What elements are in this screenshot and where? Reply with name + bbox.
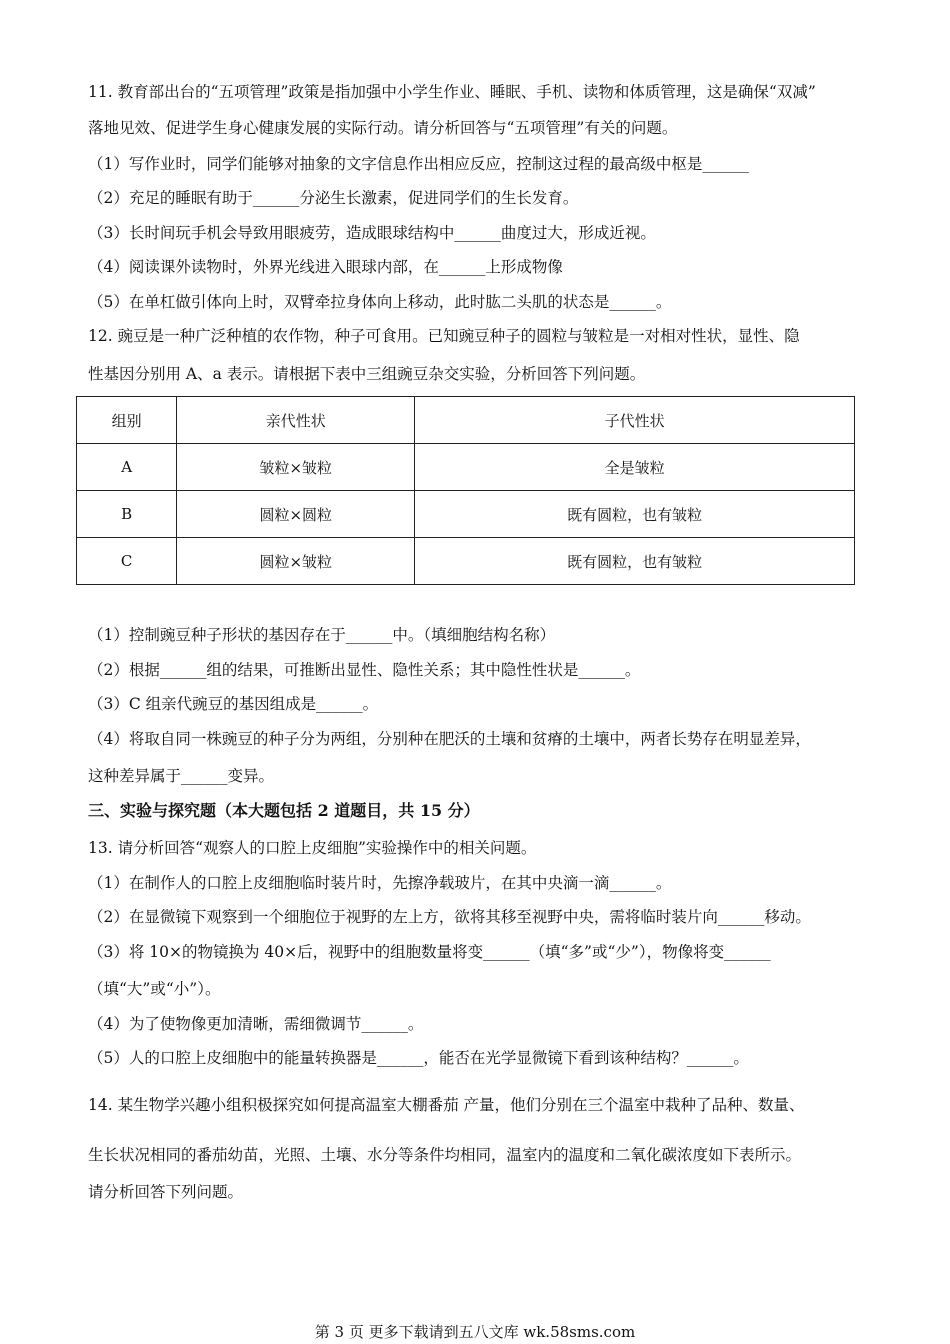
table-cell: 皱粒×皱粒 [177,444,415,491]
pea-cross-table [76,396,855,585]
table-row [77,538,855,585]
q11-stem-line-2: 落地见效、促进学生身心健康发展的实际行动。请分析回答与“五项管理”有关的问题。 [88,119,678,137]
q12-stem-line-2: 性基因分别用 A、a 表示。请根据下表中三组豌豆杂交实验，分析回答下列问题。 [88,365,646,383]
q11-stem-line-1: 11. 教育部出台的“五项管理”政策是指加强中小学生作业、睡眠、手机、读物和体质管理，这是确保“双减” [88,83,816,101]
q12-part-4-line-1: （4）将取自同一株豌豆的种子分为两组，分别种在肥沃的土壤和贫瘠的土壤中，两者长势存在明显差异， [88,730,811,748]
q11-part-2: （2）充足的睡眠有助于______分泌生长激素，促进同学们的生长发育。 [88,189,579,207]
table-header-cell: 组别 [77,397,177,444]
q11-part-3: （3）长时间玩手机会导致用眼疲劳，造成眼球结构中______曲度过大，形成近视。 [88,224,656,242]
table-cell: 圆粒×圆粒 [177,491,415,538]
q12-part-2: （2）根据______组的结果，可推断出显性、隐性关系；其中隐性性状是______。 [88,661,641,679]
table-cell: C [77,538,177,585]
q12-stem-line-1: 12. 豌豆是一种广泛种植的农作物，种子可食用。已知豌豆种子的圆粒与皱粒是一对相对性状，显性、隐 [88,327,800,345]
q13-part-3-line-2: （填“大”或“小”）。 [88,980,221,998]
q13-stem: 13. 请分析回答“观察人的口腔上皮细胞”实验操作中的相关问题。 [88,839,537,857]
table-cell: A [77,444,177,491]
page-footer: 第 3 页 更多下载请到五八文库 wk.58sms.com [314,1323,636,1341]
table-header-cell: 亲代性状 [177,397,415,444]
q13-part-3-line-1: （3）将 10×的物镜换为 40×后，视野中的组胞数量将变______（填“多”或“少”），物像将变______ [88,943,771,961]
table-cell: 既有圆粒，也有皱粒 [415,538,855,585]
table-cell: 既有圆粒，也有皱粒 [415,491,855,538]
table-row [77,491,855,538]
table-header-cell: 子代性状 [415,397,855,444]
q13-part-1: （1）在制作人的口腔上皮细胞临时装片时，先擦净载玻片，在其中央滴一滴______。 [88,874,672,892]
table-header-row [77,397,855,444]
q11-part-4: （4）阅读课外读物时，外界光线进入眼球内部，在______上形成物像 [88,258,563,276]
q13-part-4: （4）为了使物像更加清晰，需细微调节______。 [88,1015,424,1033]
q13-part-5: （5）人的口腔上皮细胞中的能量转换器是______，能否在光学显微镜下看到该种结构？______。 [88,1049,749,1067]
q11-part-1: （1）写作业时，同学们能够对抽象的文字信息作出相应反应，控制这过程的最高级中枢是______ [88,155,749,173]
q12-part-1: （1）控制豌豆种子形状的基因存在于______中。（填细胞结构名称） [88,626,556,644]
q13-part-2: （2）在显微镜下观察到一个细胞位于视野的左上方，欲将其移至视野中央，需将临时装片向______移动。 [88,908,811,926]
q12-part-3: （3）C 组亲代豌豆的基因组成是______。 [88,695,379,713]
table-row [77,444,855,491]
section-heading: 三、实验与探究题（本大题包括 2 道题目，共 15 分） [88,801,480,820]
table-cell: B [77,491,177,538]
q14-stem-line-2: 生长状况相同的番茄幼苗，光照、土壤、水分等条件均相同，温室内的温度和二氧化碳浓度如下表所示。 [88,1146,802,1164]
q14-stem-line-3: 请分析回答下列问题。 [88,1183,244,1201]
table-cell: 全是皱粒 [415,444,855,491]
table-cell: 圆粒×皱粒 [177,538,415,585]
q14-stem-line-1: 14. 某生物学兴趣小组积极探究如何提高温室大棚番茄 产量，他们分别在三个温室中栽种了品种、数量、 [88,1096,805,1114]
q11-part-5: （5）在单杠做引体向上时，双臂牵拉身体向上移动，此时肱二头肌的状态是______。 [88,293,672,311]
q12-part-4-line-2: 这种差异属于______变异。 [88,767,275,785]
